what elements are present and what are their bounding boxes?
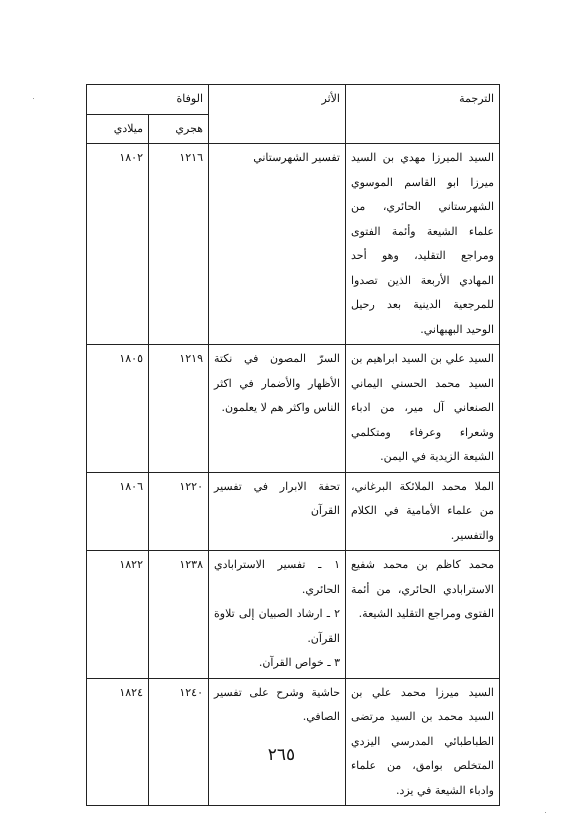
header-works: الأثر [209, 85, 346, 144]
works-cell [209, 551, 346, 679]
gregorian-year: ١٨٢٢ [87, 551, 149, 679]
works-list-item: ٣ ـ خواص القرآن. [258, 656, 340, 669]
header-gregorian: ميلادي [87, 114, 149, 144]
biography-table [86, 84, 500, 806]
biography-cell: محمد كاظم بن محمد شفيع الاسترابادي الحائري، من أئمة الفتوى ومراجع التقليد الشيعة. [346, 551, 500, 679]
gregorian-year: ١٨٠٢ [87, 144, 149, 345]
works-list-item: ٢ ـ ارشاد الصبيان إلى تلاوة القرآن. [214, 607, 340, 645]
works-cell: تفسير الشهرستاني [209, 144, 346, 345]
header-hijri: هجري [149, 114, 209, 144]
hijri-year: ١٢٢٠ [149, 472, 209, 551]
scan-speck [33, 98, 34, 99]
works-cell: تحفة الابرار في تفسير القرآن [209, 472, 346, 551]
hijri-year: ١٢١٩ [149, 345, 209, 473]
biography-cell: السيد ميرزا محمد علي بن السيد محمد بن السيد مرتضى الطباطبائي المدرسي اليزدي المتخلص بوامق، من علماء وادباء الشيعة في يزد. [346, 678, 500, 806]
page-number: ٢٦٥ [267, 745, 296, 765]
table-row [87, 472, 500, 551]
hijri-year: ١٢١٦ [149, 144, 209, 345]
table-row [87, 551, 500, 679]
works-cell: حاشية وشرح على تفسير الصافي. [209, 678, 346, 806]
header-death: الوفاة [87, 85, 209, 115]
hijri-year: ١٢٤٠ [149, 678, 209, 806]
gregorian-year: ١٨٢٤ [87, 678, 149, 806]
works-list-item: ١ ـ تفسير الاسترابادي الحائري. [214, 558, 340, 596]
gregorian-year: ١٨٠٦ [87, 472, 149, 551]
biography-cell: السيد الميرزا مهدي بن السيد ميرزا ابو القاسم الموسوي الشهرستاني الحائري، من علماء الشيعة وأئمة الفتوى ومراجع التقليد، وهو أحد المهادي الأربعة الذين تصدوا للمرجعية الدينية بعد رحيل الوحيد البهبهاني. [346, 144, 500, 345]
gregorian-year: ١٨٠٥ [87, 345, 149, 473]
scan-speck [545, 812, 546, 813]
works-cell: السرّ المصون في نكتة الأظهار والأضمار في اكثر الناس واكثر هم لا يعلمون. [209, 345, 346, 473]
header-biography: الترجمة [346, 85, 500, 144]
table-row [87, 144, 500, 345]
table-row [87, 678, 500, 806]
hijri-year: ١٢٣٨ [149, 551, 209, 679]
biography-cell: الملا محمد الملائكة البرغاني، من علماء الأمامية في الكلام والتفسير. [346, 472, 500, 551]
biography-cell: السيد علي بن السيد ابراهيم بن السيد محمد الحسني اليماني الصنعاني آل مير، من ادباء وشعراء وعرفاء ومتكلمي الشيعة الزيدية في اليمن. [346, 345, 500, 473]
table-row [87, 345, 500, 473]
